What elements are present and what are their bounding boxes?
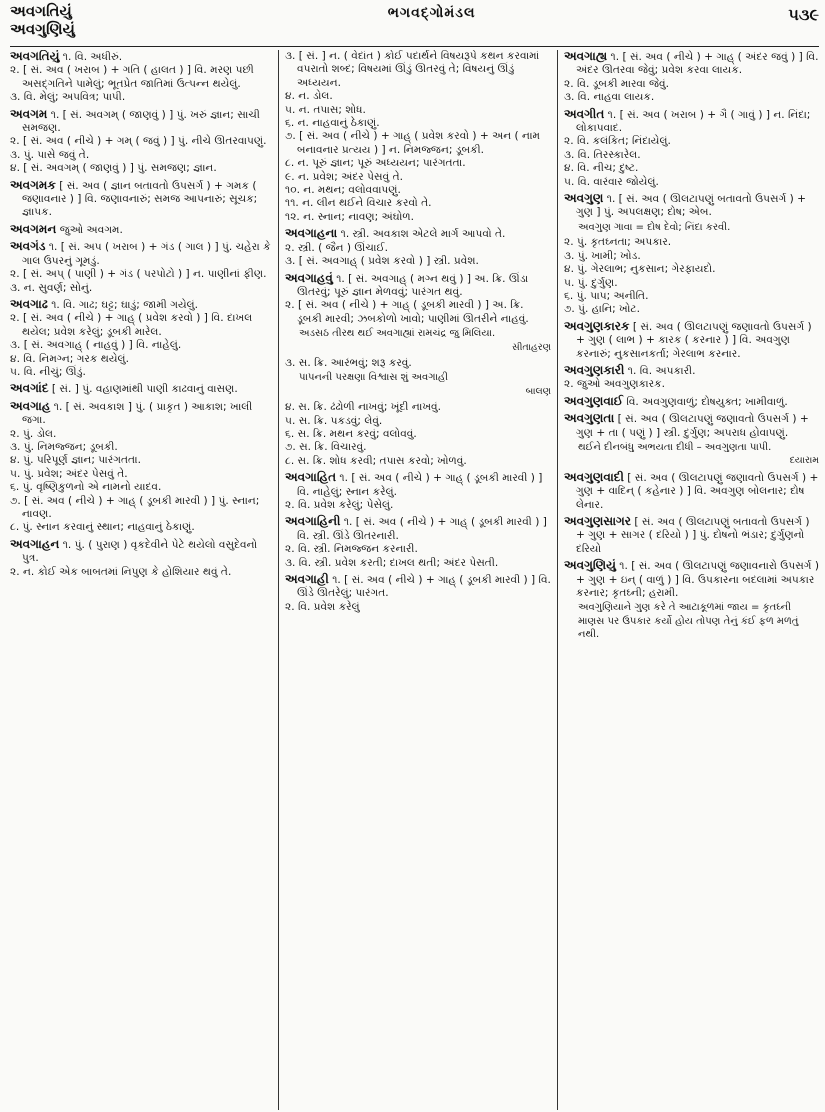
dictionary-entry xyxy=(285,227,551,268)
sense-text: [ સં. અવ ( ઊલટાપણું બતાવતો ઉપસર્ગ ) + ગુણ + સાગર ( દરિયો ) ] પું. દોષનો ભંડાર; દુર્ગુણનો દરિયો xyxy=(576,516,810,555)
entry-sense xyxy=(10,108,272,136)
entry-sense xyxy=(285,90,551,103)
headword: અવગતિયું xyxy=(10,50,60,63)
entry-sense xyxy=(10,468,272,481)
sense-text: ૧. [ સં. અવગમ્ ( જાણવું ) ] પું. ખરું જ્ઞાન; સાચી સમજણ. xyxy=(22,108,260,135)
entry-sense xyxy=(10,566,272,579)
sense-text: ૧. [ સં. અવ ( ઊલટાપણું જણાવનારો ઉપસર્ગ ) + ગુણ + ઇન્ ( વાળું ) ] વિ. ઉપકારના બદલામાં અપકાર કરનાર; કૃતઘ્ની; હરામી. xyxy=(576,560,819,600)
headword: અવગુણિયું xyxy=(564,558,616,573)
entry-sense xyxy=(10,454,272,467)
headword: અવગુણવાઈ xyxy=(564,393,624,408)
citation-source: બાલણ xyxy=(525,385,551,397)
dictionary-entry xyxy=(10,298,272,379)
sense-text: ૩. ન. સુવર્ણ; સોનું. xyxy=(10,281,93,294)
entry-sense xyxy=(10,162,272,175)
entry-sense xyxy=(10,521,272,534)
headword: અવગુણકારક xyxy=(564,318,630,333)
entry-sense xyxy=(564,364,819,378)
entry-sense xyxy=(285,299,551,326)
entry-sense xyxy=(10,382,272,396)
citation-text: થઈને દીનબંધુ અભયતા દીધી – અવગુણતા પાપી. xyxy=(578,441,772,453)
entry-sense xyxy=(285,157,551,170)
headword: અવગુણવાદી xyxy=(564,469,624,484)
sense-text: ૭. [ સં. અવ ( નીચે ) + ગાહ્ ( ડૂબકી મારવી ) ] પું. સ્નાન; નાવણ. xyxy=(10,494,260,520)
sense-text: ૨. વિ. પ્રવેશ કરેલું; પેસેલું. xyxy=(285,499,394,511)
headword: અવગીત xyxy=(564,106,605,121)
sense-text: ૬. પું. વૃષ્ણિકુળનો એ નામનો યાદવ. xyxy=(10,481,162,494)
entry-sense xyxy=(564,236,819,249)
sense-text: ૨. વિ. સ્ત્રી. નિમજ્જન કરનારી. xyxy=(285,543,418,556)
entry-sense xyxy=(285,211,551,224)
sense-text: ૫. સ. ક્રિ. પકડવું; લેવું. xyxy=(285,414,383,427)
sense-text: ૧૨. ન. સ્નાન; નાવણ; અંઘોળ. xyxy=(285,210,414,223)
sense-text: ૩. વિ. નાહવા લાયક. xyxy=(564,91,655,104)
sense-text: ૧. [ સં. અવગાહ્ ( મગ્ન થવું ) ] અ. ક્રિ. ઊંડા ઊતરવું; પૂરું જ્ઞાન મેળવવું; પારંગત થવું. xyxy=(297,272,529,298)
sense-text: ૨. [ સં. અવ ( નીચે ) + ગમ્ ( જવું ) ] પું. નીચે ઊતરવાપણું. xyxy=(10,135,267,148)
sense-text: ૧. વિ. અપકારી. xyxy=(627,364,696,377)
headword: અવગાહિની xyxy=(285,514,341,529)
sense-text: ૩. પું. ખામી; ખોડ. xyxy=(564,249,641,262)
entry-sense xyxy=(285,601,551,614)
column-1 xyxy=(10,50,278,1110)
entry-sense xyxy=(285,455,551,468)
sense-text: ૧. [ સં. અવ ( ઊલટાપણું બતાવતો ઉપસર્ગ ) + ગુણ ] પું. અપલક્ષણ; દોષ; એબ. xyxy=(576,193,807,219)
citation xyxy=(578,441,819,468)
sense-text: ૧. સ્ત્રી. અવકાશ એટલે માર્ગ આપવો તે. xyxy=(340,228,506,241)
entry-sense xyxy=(285,573,551,601)
headword: અવગુણતા xyxy=(564,411,615,426)
entry-sense xyxy=(10,400,272,428)
entry-sense xyxy=(10,50,272,64)
entry-sense xyxy=(564,378,819,391)
sense-text: ૮. પું. સ્નાન કરવાનું સ્થાન; નાહવાનું ઠેકાણું. xyxy=(10,521,195,534)
sense-text: ૧. [ સં. અવ ( નીચે ) + ગાહ્ ( ડૂબકી મારવી ) ] વિ. નાહેલું; સ્નાન કરેલું. xyxy=(297,472,543,498)
dictionary-entry xyxy=(564,559,819,641)
entry-sense xyxy=(564,290,819,303)
headword: અવગુણસાગર xyxy=(564,514,631,528)
sense-text: ૨. [ સં. અપ્ ( પાણી ) + ગંડ ( પરપોટો ) ] ન. પાણીનાં ફીણ. xyxy=(10,268,267,281)
entry-sense xyxy=(285,272,551,300)
sense-text: ૪. સ. ક્રિ. ઢંઢોળી નાખવું; ખૂંદી નાખવું. xyxy=(285,401,441,414)
dictionary-entry xyxy=(564,515,819,556)
sense-text: જુઓ અવગમ. xyxy=(59,223,123,236)
page-number: ૫૩૯ xyxy=(788,5,819,24)
entry-sense xyxy=(10,240,272,268)
citation-source: સીતાહરણ xyxy=(512,341,551,353)
sense-text: ૩. [ સં. અવગાહ્ ( પ્રવેશ કરવો ) ] સ્ત્રી. પ્રવેશ. xyxy=(285,255,479,268)
headword: અવગાહી xyxy=(285,572,329,587)
sense-text: ૭. સ. ક્રિ. વિચારવું. xyxy=(285,441,367,454)
entry-sense xyxy=(10,298,272,312)
entry-sense xyxy=(285,415,551,428)
headword: અવગુણકારી xyxy=(564,362,625,377)
entry-sense xyxy=(564,162,819,175)
sense-text: ૧. [ સં. અવ ( નીચે ) + ગાહ્ ( ડૂબકી મારવી ) ] વિ. ઊંડે ઊતરેલું; પારંગત. xyxy=(297,574,551,600)
entry-sense xyxy=(10,64,272,91)
dictionary-entry xyxy=(285,357,551,398)
sense-text: [ સં. અવ ( ઊલટાપણું જણાવતો ઉપસર્ગ ) + ગુણ ( લાભ ) + કારક ( કરનાર ) ] વિ. અવગુણ કરનારું; નુકસાનકર્તા; ગેરલાભ કરનાર. xyxy=(576,320,812,360)
citation-source: દયારામ xyxy=(789,455,819,467)
dictionary-entry xyxy=(10,223,272,237)
sense-text: ૩. વિ. તિરસ્કારેલ. xyxy=(564,148,641,161)
entry-sense xyxy=(10,149,272,162)
sense-text: ૮. ન. પૂરું જ્ઞાન; પૂરું અધ્યયન; પારંગતતા. xyxy=(285,157,466,170)
sense-text: [ સં. અવ ( ઊલટાપણું જણાવતો ઉપસર્ગ ) + ગુણ + વાદિન્ ( કહેનાર ) ] વિ. અવગુણ બોલનાર; દોષ લેનાર. xyxy=(576,471,819,511)
entry-sense xyxy=(10,312,272,339)
dictionary-entry xyxy=(285,50,551,224)
entry-sense xyxy=(285,357,551,370)
sense-text: ૩. પું. પાસે જવું તે. xyxy=(10,148,90,161)
sense-text: ૫. વિ. નીચું; ઊંડું. xyxy=(10,365,86,378)
entry-sense xyxy=(564,471,819,512)
citation xyxy=(578,221,819,234)
sense-text: ૨. વિ. પ્રવેશ કરેલું xyxy=(285,600,360,613)
sense-text: ૧. [ સં. અવ ( નીચે ) + ગાહ્ ( અંદર જવું ) ] વિ. અંદર ઊતરવા જેવું; પ્રવેશ કરવા લાયક. xyxy=(576,51,819,77)
sense-text: ૨. ન. કોઈ એક બાબતમાં નિપુણ કે હોશિયાર થવું તે. xyxy=(10,565,232,578)
sense-text: ૬. ન. નાહવાનું ઠેકાણું. xyxy=(285,117,380,130)
sense-text: ૨. [ સં. અવ ( નીચે ) + ગાહ્ ( ડૂબકી મારવી ) ] અ. ક્રિ. ડૂબકી મારવી; ઝબકોળો ખાવો; પાણીમાં ઊતરીને નાહવું. xyxy=(285,299,529,325)
entry-sense xyxy=(285,255,551,268)
sense-text: ૫. વિ. વારંવાર જોયેલું. xyxy=(564,175,659,188)
headword: અવગાહિત xyxy=(285,470,337,485)
dictionary-entry xyxy=(564,320,819,361)
sense-text: ૩. [ સં. ] ન. ( વેદાંત ) કોઈ પદાર્થને વિષયરૂપે કથન કરવામાં વપરાતો શબ્દ; વિષયમાં ઊંડું ઊતરવું તે; વિષયનું ઊંડું અધ્યયન. xyxy=(285,50,540,89)
sense-text: ૭. પું. હાનિ; ખોટ. xyxy=(564,303,640,316)
sense-text: ૧. પું. ( પુરાણ ) વૃકદેવીને પેટે થયેલો વસુદેવનો પુત્ર. xyxy=(22,538,258,565)
entry-sense xyxy=(10,366,272,379)
sense-text: ૮. સ. ક્રિ. શોધ કરવી; તપાસ કરવો; ખોળવું. xyxy=(285,454,467,467)
sense-text: ૬. પું. પાપ; અનીતિ. xyxy=(564,289,649,302)
entry-sense xyxy=(564,412,819,440)
entry-sense xyxy=(564,50,819,78)
headword: અવગમક xyxy=(10,177,56,192)
sense-text: ૧૦. ન. મથન; વલોવવાપણું. xyxy=(285,184,401,197)
citation xyxy=(578,601,819,641)
sense-text: [ સં. ] પું. વહાણમાંથી પાણી કાઢવાનું વાસણ. xyxy=(51,383,238,396)
entry-sense xyxy=(285,130,551,157)
sense-text: ૩. વિ. મેલું; અપવિત્ર; પાપી. xyxy=(10,91,126,104)
sense-text: વિ. અવગુણવાળું; દોષયુક્ત; ખામીવાળું. xyxy=(626,395,788,408)
dictionary-entry xyxy=(10,50,272,105)
entry-sense xyxy=(564,149,819,162)
entry-sense xyxy=(564,192,819,220)
guide-word-first: અવગતિયું xyxy=(10,2,72,20)
dictionary-entry xyxy=(10,400,272,535)
sense-text: ૫. પું. પ્રવેશ; અંદર પેસવું તે. xyxy=(10,467,128,480)
dictionary-entry xyxy=(285,272,551,354)
entry-sense xyxy=(10,339,272,352)
page-header xyxy=(10,2,819,47)
entry-sense xyxy=(564,78,819,91)
headword: અવગાહ xyxy=(10,398,51,413)
entry-sense xyxy=(10,179,272,220)
entry-sense xyxy=(285,543,551,556)
entry-sense xyxy=(564,91,819,104)
entry-sense xyxy=(564,277,819,290)
sense-text: ૪. [ સં. અવગમ્ ( જાણવું ) ] પું. સમજણ; જ્ઞાન. xyxy=(10,162,217,175)
dictionary-entry xyxy=(564,364,819,392)
sense-text: ૪. ન. ડોલ. xyxy=(285,90,333,103)
columns xyxy=(10,50,819,1110)
column-3 xyxy=(558,50,819,1110)
entry-sense xyxy=(10,481,272,494)
dictionary-entry xyxy=(10,179,272,220)
entry-sense xyxy=(285,401,551,414)
sense-text: ૩. પું. નિમજ્જન; ડૂબકી. xyxy=(10,440,118,453)
sense-text: ૨. [ સં. અવ ( નીચે ) + ગાહ્ ( પ્રવેશ કરવો ) ] વિ. દાખલ થયેલ; પ્રવેશ કરેલું; ડૂબકી મારેલ. xyxy=(10,312,253,338)
entry-sense xyxy=(564,303,819,316)
entry-sense xyxy=(10,91,272,104)
sense-text: [ સં. અવ ( જ્ઞાન બતાવતો ઉપસર્ગ ) + ગમક ( જણાવનાર ) ] વિ. જણાવનારું; સમજ આપનારું; સૂચક; જ્ઞાપક. xyxy=(22,179,258,219)
headword: અવગાહ્ય xyxy=(564,50,608,63)
entry-sense xyxy=(10,282,272,295)
sense-text: ૭. [ સં. અવ ( નીચે ) + ગાહ્ ( પ્રવેશ કરવો ) + અન ( નામ બનાવનાર પ્રત્યય ) ] ન. નિમજ્જન; ડૂબકી. xyxy=(285,130,541,156)
sense-text: ૩. [ સં. અવગાહ્ ( નાહવું ) ] વિ. નાહેલું. xyxy=(10,339,182,352)
sense-text: ૪. પું. ગેરલાભ; નુકસાન; ગેરફાયદો. xyxy=(564,263,716,276)
sense-text: [ સં. અવ ( ઊલટાપણું જણાવતો ઉપસર્ગ ) + ગુણ + તા ( પણું ) ] સ્ત્રી. દુર્ગુણ; અપરાધ હોવાપણું. xyxy=(576,413,809,439)
entry-sense xyxy=(285,471,551,499)
sense-text: ૨. વિ. ડૂબકી મારવા જેવું. xyxy=(564,77,669,90)
dictionary-entry xyxy=(564,471,819,512)
sense-text: ૪. વિ. નીચ; દુષ્ટ. xyxy=(564,162,639,175)
entry-sense xyxy=(285,184,551,197)
citation-text: અવગુણ ગાવા = દોષ દેવો; નિંદા કરવી. xyxy=(578,221,731,233)
sense-text: ૪. પું. પરિપૂર્ણ જ્ઞાન; પારંગતતા. xyxy=(10,454,141,467)
entry-sense xyxy=(285,557,551,570)
running-title: ભગવદ્ગોમંડલ xyxy=(387,5,476,21)
headword: અવગંડ xyxy=(10,239,46,254)
sense-text: ૫. પું. દુર્ગુણ. xyxy=(564,276,618,289)
dictionary-entry xyxy=(10,108,272,176)
entry-sense xyxy=(285,197,551,210)
sense-text: ૧૧. ન. લીન થઈને વિચાર કરવો તે. xyxy=(285,197,432,210)
guide-word-last: અવગુણિયું xyxy=(10,20,75,38)
dictionary-entry xyxy=(564,50,819,105)
citation-text: અડસઠ તીરથ થઈ અવગાહ્યાં રામચંદ્ર જુ મિલિયા. xyxy=(299,328,496,340)
sense-text: ૨. વિ. કલંકિત; નિંદાયેલું. xyxy=(564,135,671,148)
entry-sense xyxy=(564,250,819,263)
entry-sense xyxy=(285,242,551,255)
headword: અવગાહવું xyxy=(285,270,333,285)
entry-sense xyxy=(10,428,272,441)
dictionary-entry xyxy=(564,412,819,468)
entry-sense xyxy=(285,171,551,184)
dictionary-entry xyxy=(564,395,819,409)
headword: અવગાહન xyxy=(10,536,60,551)
entry-sense xyxy=(564,263,819,276)
entry-sense xyxy=(285,117,551,130)
entry-sense xyxy=(564,515,819,556)
dictionary-entry xyxy=(285,401,551,468)
entry-sense xyxy=(285,50,551,90)
entry-sense xyxy=(10,353,272,366)
dictionary-entry xyxy=(10,538,272,579)
entry-sense xyxy=(10,495,272,522)
entry-sense xyxy=(285,104,551,117)
dictionary-entry xyxy=(10,240,272,295)
entry-sense xyxy=(285,428,551,441)
entry-sense xyxy=(564,320,819,361)
citation xyxy=(299,371,551,398)
entry-sense xyxy=(10,538,272,566)
sense-text: ૧. [ સં. અપ ( ખરાબ ) + ગંડ ( ગાલ ) ] પું. ચહેરા કે ગાલ ઉપરનું ગૂમડું. xyxy=(22,241,271,267)
sense-text: ૨. [ સં. અવ ( ખરાબ ) + ગતિ ( હાલત ) ] વિ. મરણ પછી અસદ્ગતિને પામેલું; ભૂતપ્રેત જાતિમાં ઉત્પન્ન થયેલું. xyxy=(10,64,254,90)
sense-text: ૧. વિ. ગાઢ; ઘટ્ટ; ઘાડું; જામી ગયેલું. xyxy=(51,298,198,311)
entry-sense xyxy=(285,515,551,543)
entry-sense xyxy=(285,227,551,241)
sense-text: ૨. પું. ડોલ. xyxy=(10,427,57,440)
sense-text: ૬. સ. ક્રિ. મથન કરવું; વલોવવું. xyxy=(285,427,417,440)
column-2 xyxy=(278,50,558,1110)
sense-text: ૫. ન. તપાસ; શોધ. xyxy=(285,103,366,116)
sense-text: ૨. પું. કૃતઘ્નતા; અપકાર. xyxy=(564,236,672,249)
entry-sense xyxy=(10,268,272,281)
citation-text: પાપનની પરક્ષણા વિશ્વાસ શું અવગાહી xyxy=(299,372,448,384)
guide-words xyxy=(10,2,75,38)
headword: અવગમન xyxy=(10,221,57,236)
sense-text: ૩. વિ. સ્ત્રી. પ્રવેશ કરતી; દાખલ થતી; અંદર પેસતી. xyxy=(285,556,499,569)
entry-sense xyxy=(564,176,819,189)
entry-sense xyxy=(10,135,272,148)
citation xyxy=(299,327,551,354)
entry-sense xyxy=(564,395,819,409)
sense-text: ૪. વિ. નિમગ્ન; ગરક થયેલું. xyxy=(10,352,129,365)
headword: અવગાંદ xyxy=(10,381,49,396)
citation-text: અવગુણિયાને ગુણ કરે તે આટાકૂળમાં જાય = કૃતઘ્ની માણસ પર ઉપકાર કર્યો હોય તોપણ તેનું કંઈ ફળ મળતું નથી. xyxy=(578,602,799,641)
headword: અવગાહના xyxy=(285,226,338,241)
entry-sense xyxy=(564,559,819,600)
sense-text: ૧. વિ. અધીરું. xyxy=(62,51,123,63)
sense-text: ૧. [ સં. અવ ( ખરાબ ) + ગૈ ( ગાવું ) ] ન. નિંદા; લોકાપવાદ. xyxy=(576,108,811,135)
entry-sense xyxy=(10,223,272,237)
dictionary-entry xyxy=(564,192,819,317)
sense-text: ૧. [ સં. અવકાશ ] પું. ( પ્રાકૃત ) આકાશ; ખાલી જગા. xyxy=(22,400,253,427)
entry-sense xyxy=(285,499,551,512)
dictionary-entry xyxy=(285,471,551,512)
dictionary-entry xyxy=(564,108,819,189)
entry-sense xyxy=(285,441,551,454)
entry-sense xyxy=(10,441,272,454)
sense-text: ૧. [ સં. અવ ( નીચે ) + ગાહ્ ( ડૂબકી મારવી ) ] વિ. સ્ત્રી. ઊંડે ઊતરનારી. xyxy=(297,516,547,542)
headword: અવગાઢ xyxy=(10,296,48,311)
sense-text: ૯. ન. પ્રવેશ; અંદર પેસવું તે. xyxy=(285,170,403,183)
headword: અવગુણ xyxy=(564,191,604,206)
dictionary-entry xyxy=(10,382,272,396)
headword: અવગમ xyxy=(10,106,48,121)
sense-text: ૩. સ. ક્રિ. આરંભવું; શરૂ કરવું. xyxy=(285,356,412,369)
dictionary-entry xyxy=(285,515,551,570)
entry-sense xyxy=(564,108,819,136)
entry-sense xyxy=(564,135,819,148)
sense-text: ૨. જુઓ અવગુણકારક. xyxy=(564,378,665,391)
dictionary-entry xyxy=(285,573,551,614)
sense-text: ૨. સ્ત્રી. ( જૈન ) ઊંચાઈ. xyxy=(285,241,389,254)
